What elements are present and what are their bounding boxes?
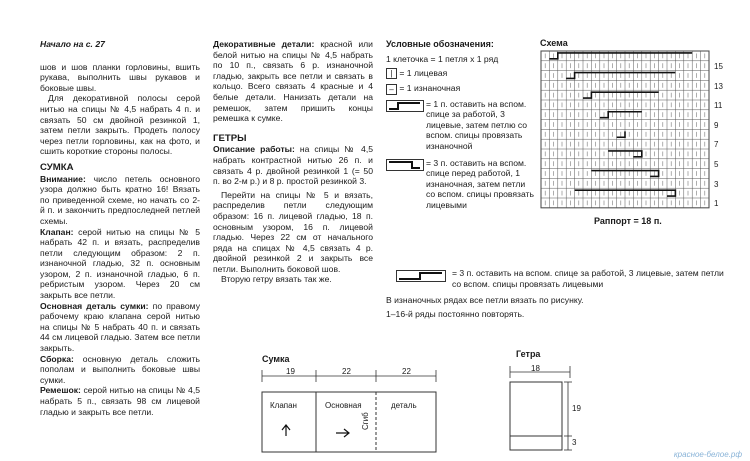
bag-dim-main1: 22: [342, 367, 351, 376]
legend-purl: = 1 изнаночная: [399, 83, 461, 94]
legend-note1: В изнаночных рядах все петли вязать по рисунку.: [386, 295, 584, 306]
legend-cable3: = 3 п. оставить на вспом. спице за работой, 3 лицевые, затем петли со вспом. спицы провязать лицевыми: [452, 268, 724, 289]
rapport-label: Раппорт = 18 п.: [594, 216, 662, 226]
assembly-label: Сборка:: [40, 353, 74, 364]
purl-symbol-icon: –: [386, 84, 397, 95]
bag-diagram: [260, 364, 440, 456]
intro-paragraph: шов и шов планки горловины, вшить рукава, выполнить швы рукавов и боковые швы.: [40, 61, 200, 93]
scheme-row-number: 9: [714, 120, 719, 130]
work-label: Описание работы:: [213, 144, 295, 155]
gaiter-diagram-title: Гетра: [516, 349, 541, 359]
legend-cable1-row: [386, 99, 536, 152]
legend-cable2: = 3 п. оставить на вспом. спице перед работой, 1 изнаночная, затем петли со вспом. спицы провязать лицевыми: [426, 157, 534, 210]
legend-cable1: = 1 п. оставить на вспом. спице за работой, 3 лицевые, затем петлю со вспом. спицы провязать изнаночной: [426, 98, 528, 152]
scheme-row-number: 3: [714, 179, 719, 189]
scheme-row-number: 5: [714, 160, 719, 169]
scheme-title: Схема: [540, 38, 568, 48]
decor-details-paragraph: [213, 39, 373, 124]
scheme-row-number: 11: [714, 101, 723, 111]
arrow-right-icon: [336, 429, 349, 437]
gaiter-height: 19: [572, 404, 581, 413]
main-text: по правому рабочему краю клапана серой нитью на спицы № 5 набрать 40 п. и связать 44 см лицевой гладью. Затем все петли закрыть.: [40, 300, 200, 354]
bag-flap-label: Клапан: [270, 401, 297, 410]
decor-details-text: красной или белой нитью на спицы № 4,5 набрать по 10 п., связать 6 р. изнаночной гладью, закрыть все петли и связать в кольцо. Всего связать 4 красные и 4 белые детали. Нанизать детали на ремешок, затем пришить концы ремешка к сумке.: [213, 39, 373, 124]
bag-detail-label: деталь: [391, 401, 417, 410]
gaiters-paragraph-2: Перейти на спицы № 5 и вязать, распределив петли следующим образом: 16 п. лицевой гладью, 18 п. основным узором, 16 п. лицевой гладью. Через 22 см от начального ряда на спицах № 4,5 связать 4 р. двойной резинкой 2 и закрыть все петли. Выполнить боковой шов.: [213, 189, 373, 274]
bag-diagram-title: Сумка: [262, 354, 290, 364]
cable-right-symbol-icon: [386, 100, 424, 112]
strap-label: Ремешок:: [40, 385, 81, 396]
cable-left-symbol-icon: [386, 159, 424, 171]
decor-paragraph: Для декоративной полосы серой нитью на спицы № 4,5 набрать 4 п. и связать 50 см двойной резинкой 1, затем петли закрыть. Продеть полосу через петли горловины, как на фото, и сшить короткие стороны полосы.: [40, 93, 200, 157]
legend-cable3-row: [386, 268, 726, 319]
attention-paragraph: [40, 174, 200, 227]
column-bag: [40, 39, 200, 417]
scheme-row-number: 15: [714, 62, 723, 71]
knit-symbol-icon: |: [386, 68, 397, 79]
attention-label: Внимание:: [40, 173, 86, 184]
legend-knit: = 1 лицевая: [399, 68, 448, 79]
flap-label: Клапан:: [40, 226, 74, 237]
decor-details-label: Декоративные детали:: [213, 39, 315, 49]
gaiter-cuff: 3: [572, 438, 577, 447]
knitting-scheme: [540, 50, 710, 212]
site-watermark: красное-белое.рф: [673, 450, 742, 459]
legend-purl-row: [386, 83, 536, 94]
legend-knit-row: [386, 68, 536, 79]
bag-dim-flap: 19: [286, 367, 295, 376]
arrow-up-icon: [282, 425, 290, 436]
legend: [386, 39, 536, 217]
scheme-row-number: 1: [714, 199, 719, 209]
gaiter-diagram: [508, 360, 578, 456]
legend-cell: 1 клеточка = 1 петля х 1 ряд: [386, 53, 499, 64]
legend-cable2-row: [386, 158, 536, 211]
assembly-paragraph: [40, 354, 200, 386]
gaiters-paragraph-3: Вторую гетру вязать так же.: [221, 274, 332, 285]
bag-fold-label: Сгиб: [361, 412, 370, 430]
flap-paragraph: [40, 227, 200, 301]
work-paragraph: [213, 144, 373, 186]
work-text: на спицы № 4,5 набрать контрастной нитью 26 п. и связать 4 р. двойной резинкой 1 (= 50 п. во 2-м р.) и 8 р. простой резинкой 3.: [213, 144, 373, 187]
legend-title: Условные обозначения:: [386, 39, 494, 49]
gaiters-title: ГЕТРЫ: [213, 132, 247, 144]
flap-text: серой нитью на спицы № 5 набрать 42 п. и вязать, распределив петли следующим образом: 2 п. изнаночной гладью, 32 п. основным узором, 2 п. изнаночной гладью, 6 п. ребристым узором. Через 20 см закрыть все петли.: [40, 226, 200, 301]
attention-text: число петель основного узора должно быть кратно 16! Вязать по приведенной схеме, но начать со 2-й п. и закончить предпоследней петлей схемы.: [40, 173, 200, 226]
continuation-header: Начало на с. 27: [40, 39, 105, 49]
legend-note2: 1–16-й ряды постоянно повторять.: [386, 308, 525, 319]
main-paragraph: [40, 301, 200, 354]
cable-six-symbol-icon: [396, 270, 446, 282]
strap-paragraph: [40, 385, 200, 417]
scheme-row-number: 13: [714, 81, 723, 91]
bag-main-label: Основная: [325, 401, 362, 410]
strap-text: серой нитью на спицы № 4,5 набрать 5 п., связать 98 см лицевой гладью и закрыть все петли.: [40, 385, 200, 417]
gaiter-width: 18: [531, 364, 540, 373]
scheme-row-number: 7: [714, 140, 719, 150]
main-label: Основная деталь сумки:: [40, 300, 149, 311]
column-gaiters: [213, 39, 373, 285]
assembly-text: основную деталь сложить пополам и выполнить боковые швы сумки.: [40, 353, 200, 385]
bag-title: СУМКА: [40, 161, 74, 173]
bag-dim-main2: 22: [402, 367, 411, 376]
